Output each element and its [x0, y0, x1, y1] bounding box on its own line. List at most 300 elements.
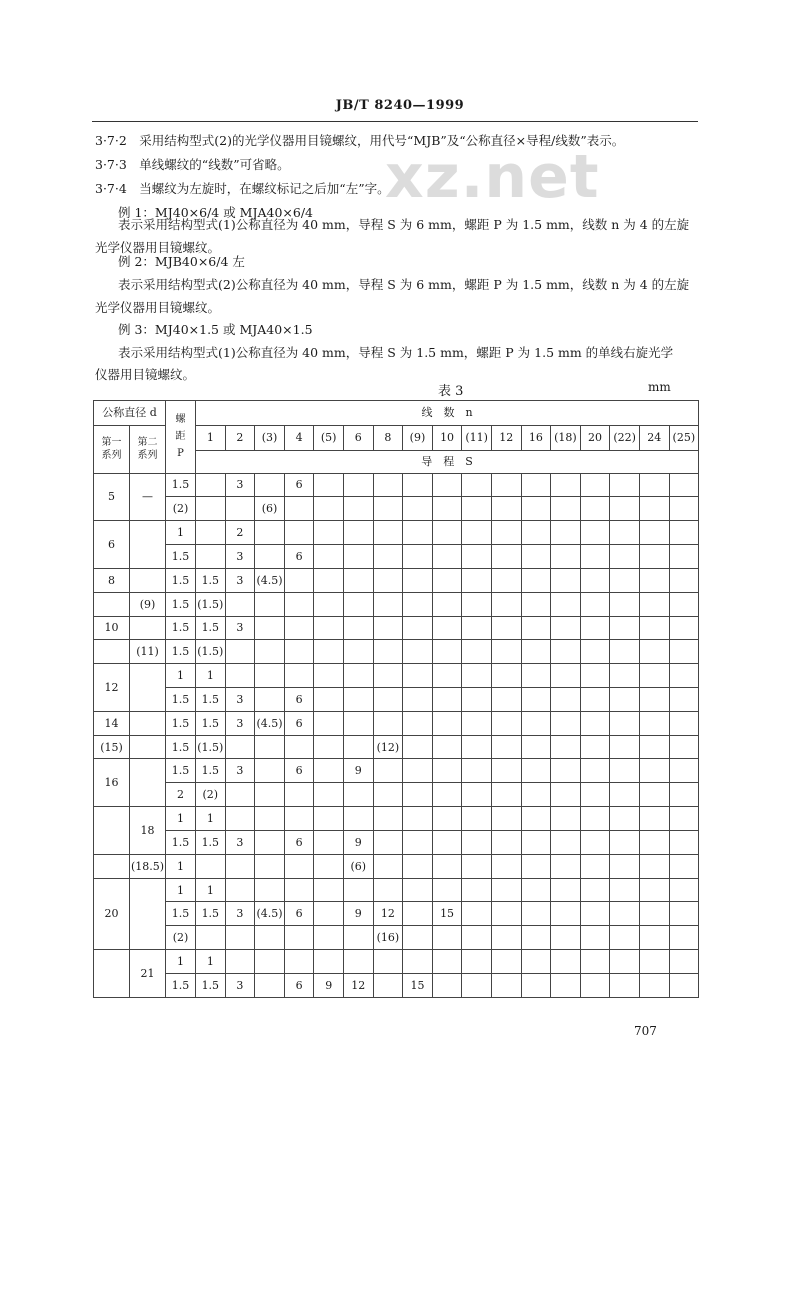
lead-cell	[314, 711, 344, 735]
lead-cell	[462, 473, 492, 497]
lead-cell	[403, 688, 433, 712]
lead-cell	[284, 735, 314, 759]
lead-cell	[462, 640, 492, 664]
lead-cell	[403, 473, 433, 497]
lead-cell	[521, 759, 551, 783]
lead-cell	[343, 616, 373, 640]
lead-cell	[610, 568, 640, 592]
lead-cell	[314, 592, 344, 616]
thread-count-cell: (3)	[255, 425, 285, 450]
lead-cell	[639, 973, 669, 997]
lead-cell	[462, 545, 492, 569]
lead-cell	[462, 878, 492, 902]
lead-cell: 9	[343, 902, 373, 926]
lead-cell	[373, 545, 403, 569]
lead-cell	[491, 878, 521, 902]
lead-cell	[432, 568, 462, 592]
lead-cell	[551, 497, 581, 521]
lead-cell	[373, 616, 403, 640]
lead-cell	[521, 545, 551, 569]
lead-cell	[551, 568, 581, 592]
pitch-cell: 1.5	[166, 688, 196, 712]
lead-cell	[255, 854, 285, 878]
lead-cell	[491, 759, 521, 783]
lead-cell	[580, 830, 610, 854]
lead-cell	[521, 497, 551, 521]
lead-cell	[551, 521, 581, 545]
lead-cell	[403, 521, 433, 545]
lead-cell	[196, 926, 226, 950]
lead-cell: 9	[343, 759, 373, 783]
lead-cell	[373, 807, 403, 831]
lead-cell: (6)	[255, 497, 285, 521]
lead-cell	[639, 878, 669, 902]
lead-cell: 12	[373, 902, 403, 926]
lead-cell	[403, 545, 433, 569]
lead-cell	[462, 568, 492, 592]
lead-cell	[610, 616, 640, 640]
lead-cell	[521, 711, 551, 735]
lead-cell	[255, 783, 285, 807]
lead-cell	[343, 640, 373, 664]
lead-cell	[255, 735, 285, 759]
lead-cell	[580, 545, 610, 569]
lead-cell	[255, 973, 285, 997]
lead-cell: 15	[403, 973, 433, 997]
lead-cell	[432, 759, 462, 783]
paragraph-line: 3·7·4 当螺纹为左旋时，在螺纹标记之后加“左”字。	[95, 181, 390, 196]
lead-cell	[314, 545, 344, 569]
lead-cell: 3	[225, 830, 255, 854]
lead-cell	[580, 616, 610, 640]
lead-cell	[314, 830, 344, 854]
lead-cell	[314, 497, 344, 521]
lead-cell	[521, 640, 551, 664]
lead-cell	[669, 950, 699, 974]
lead-cell	[225, 497, 255, 521]
pitch-cell: 1	[166, 807, 196, 831]
lead-cell	[343, 950, 373, 974]
lead-cell: 2	[225, 521, 255, 545]
lead-cell	[521, 616, 551, 640]
lead-cell: 6	[284, 830, 314, 854]
paragraph-line: 3·7·2 采用结构型式(2)的光学仪器用目镜螺纹，用代号“MJB”及“公称直径×导程/线数”表示。	[95, 133, 625, 148]
pitch-cell: 1.5	[166, 640, 196, 664]
table-row	[94, 545, 699, 569]
series-1-cell: (15)	[94, 735, 130, 759]
lead-cell	[403, 735, 433, 759]
lead-cell: 1.5	[196, 616, 226, 640]
lead-cell	[462, 735, 492, 759]
lead-cell	[551, 878, 581, 902]
lead-cell	[462, 664, 492, 688]
lead-cell	[462, 973, 492, 997]
lead-cell	[403, 711, 433, 735]
lead-cell	[610, 592, 640, 616]
series-1-cell: 8	[94, 568, 130, 592]
lead-cell	[373, 759, 403, 783]
lead-cell: 6	[284, 973, 314, 997]
page-number: 707	[634, 1024, 657, 1038]
pitch-cell: 2	[166, 783, 196, 807]
lead-cell	[639, 473, 669, 497]
watermark: xz.net	[385, 142, 600, 212]
lead-cell	[225, 735, 255, 759]
lead-cell	[255, 664, 285, 688]
lead-cell: 3	[225, 473, 255, 497]
lead-cell	[373, 783, 403, 807]
lead-cell: 6	[284, 759, 314, 783]
lead-cell	[639, 521, 669, 545]
lead-cell	[403, 830, 433, 854]
lead-cell	[580, 664, 610, 688]
thread-count-cell: 12	[491, 425, 521, 450]
lead-cell	[343, 735, 373, 759]
pitch-cell: (2)	[166, 926, 196, 950]
lead-cell: 1.5	[196, 759, 226, 783]
table-row	[94, 878, 699, 902]
lead-cell	[639, 759, 669, 783]
lead-cell	[432, 807, 462, 831]
lead-cell	[432, 950, 462, 974]
table-row	[94, 711, 699, 735]
lead-cell	[639, 854, 669, 878]
lead-cell	[373, 711, 403, 735]
thread-count-cell: 2	[225, 425, 255, 450]
lead-cell: (4.5)	[255, 711, 285, 735]
lead-cell	[403, 878, 433, 902]
lead-cell	[403, 926, 433, 950]
lead-cell	[196, 854, 226, 878]
lead-cell	[403, 950, 433, 974]
lead-cell	[432, 854, 462, 878]
lead-cell	[314, 902, 344, 926]
lead-cell	[255, 640, 285, 664]
thread-count-cell: 8	[373, 425, 403, 450]
lead-cell	[373, 473, 403, 497]
series-1-cell	[94, 592, 130, 616]
lead-cell	[491, 568, 521, 592]
lead-cell	[639, 735, 669, 759]
lead-cell	[491, 783, 521, 807]
lead-cell	[639, 902, 669, 926]
table-row	[94, 592, 699, 616]
lead-cell	[551, 973, 581, 997]
lead-cell	[669, 616, 699, 640]
series-2-cell: —	[130, 473, 166, 521]
series-2-cell	[130, 735, 166, 759]
lead-cell	[462, 592, 492, 616]
lead-cell	[610, 497, 640, 521]
series-2-cell	[130, 616, 166, 640]
lead-cell	[669, 878, 699, 902]
lead-cell: 1	[196, 807, 226, 831]
lead-cell	[580, 521, 610, 545]
lead-cell: 3	[225, 568, 255, 592]
lead-cell	[551, 664, 581, 688]
series-2-cell	[130, 568, 166, 592]
lead-cell	[462, 688, 492, 712]
lead-cell	[432, 664, 462, 688]
pitch-cell: 1	[166, 664, 196, 688]
lead-cell	[255, 545, 285, 569]
paragraph-line: 3·7·3 单线螺纹的“线数”可省略。	[95, 157, 290, 172]
lead-cell	[669, 640, 699, 664]
lead-cell	[639, 711, 669, 735]
lead-cell	[610, 830, 640, 854]
paragraph-line: 例 1：MJ40×6/4 或 MJA40×6/4	[118, 205, 314, 220]
lead-cell	[551, 735, 581, 759]
lead-cell	[343, 473, 373, 497]
lead-cell	[551, 711, 581, 735]
paragraph-line: 表示采用结构型式(1)公称直径为 40 mm，导程 S 为 6 mm，螺距 P 为 1.5 mm，线数 n 为 4 的左旋	[118, 217, 690, 232]
lead-cell: 3	[225, 688, 255, 712]
lead-cell	[491, 973, 521, 997]
lead-cell	[521, 688, 551, 712]
paragraph-line: 光学仪器用目镜螺纹。	[95, 240, 221, 255]
lead-cell: (16)	[373, 926, 403, 950]
lead-cell	[521, 592, 551, 616]
lead-cell	[669, 545, 699, 569]
lead-cell: 3	[225, 545, 255, 569]
lead-cell	[610, 545, 640, 569]
series-2-cell	[130, 878, 166, 949]
lead-cell	[255, 878, 285, 902]
lead-cell	[255, 950, 285, 974]
series-1-cell: 20	[94, 878, 130, 949]
lead-cell	[551, 759, 581, 783]
lead-cell	[580, 735, 610, 759]
lead-cell: 9	[343, 830, 373, 854]
lead-cell: (4.5)	[255, 902, 285, 926]
lead-cell	[284, 497, 314, 521]
lead-cell	[225, 664, 255, 688]
lead-cell	[314, 854, 344, 878]
lead-cell	[403, 592, 433, 616]
pitch-cell: 1.5	[166, 473, 196, 497]
thread-count-cell: (11)	[462, 425, 492, 450]
lead-cell	[639, 807, 669, 831]
paragraph-line: 光学仪器用目镜螺纹。	[95, 300, 221, 315]
lead-cell	[669, 926, 699, 950]
nominal-diameter-header: 公称直径 d	[94, 401, 166, 426]
lead-cell	[610, 664, 640, 688]
lead-cell	[580, 926, 610, 950]
table-row	[94, 688, 699, 712]
lead-cell	[669, 473, 699, 497]
lead-cell	[669, 711, 699, 735]
lead-cell	[343, 878, 373, 902]
lead-cell	[580, 902, 610, 926]
lead-cell	[669, 497, 699, 521]
lead-cell: 3	[225, 759, 255, 783]
table-row	[94, 902, 699, 926]
lead-cell	[610, 473, 640, 497]
lead-cell	[669, 807, 699, 831]
lead-cell	[196, 521, 226, 545]
lead-cell	[669, 854, 699, 878]
lead-cell	[432, 497, 462, 521]
lead-cell	[225, 926, 255, 950]
lead-cell	[314, 616, 344, 640]
series-2-cell: 18	[130, 807, 166, 855]
lead-cell	[462, 950, 492, 974]
lead-cell	[373, 878, 403, 902]
pitch-cell: 1.5	[166, 616, 196, 640]
lead-cell	[343, 592, 373, 616]
lead-cell	[225, 950, 255, 974]
lead-cell	[462, 783, 492, 807]
lead-cell	[491, 735, 521, 759]
lead-cell	[462, 854, 492, 878]
lead-cell	[610, 735, 640, 759]
lead-cell	[551, 783, 581, 807]
lead-cell	[284, 950, 314, 974]
lead-cell	[639, 783, 669, 807]
pitch-cell: 1	[166, 950, 196, 974]
lead-cell	[343, 711, 373, 735]
lead-cell	[580, 640, 610, 664]
series-1-cell: 5	[94, 473, 130, 521]
lead-cell: (12)	[373, 735, 403, 759]
table-row	[94, 854, 699, 878]
series-1-cell: 14	[94, 711, 130, 735]
lead-cell	[314, 473, 344, 497]
lead-cell: (4.5)	[255, 568, 285, 592]
lead-cell: (1.5)	[196, 640, 226, 664]
series-1-cell: 6	[94, 521, 130, 569]
lead-cell	[580, 568, 610, 592]
lead-cell	[491, 521, 521, 545]
series-2-cell: 21	[130, 950, 166, 998]
lead-cell	[255, 807, 285, 831]
lead-cell	[373, 521, 403, 545]
lead-cell	[551, 545, 581, 569]
table-row	[94, 807, 699, 831]
lead-cell	[551, 688, 581, 712]
thread-count-cell: 16	[521, 425, 551, 450]
lead-cell	[462, 497, 492, 521]
lead-cell	[669, 902, 699, 926]
lead-cell	[491, 640, 521, 664]
lead-cell	[639, 592, 669, 616]
lead-cell	[639, 688, 669, 712]
lead-cell	[462, 926, 492, 950]
lead-cell	[639, 950, 669, 974]
table-row	[94, 616, 699, 640]
lead-cell	[521, 926, 551, 950]
table-header-row	[94, 401, 699, 426]
lead-cell	[314, 759, 344, 783]
header-rule	[92, 121, 698, 122]
lead-cell	[639, 664, 669, 688]
lead-cell	[255, 759, 285, 783]
table-caption: 表 3	[438, 384, 464, 399]
lead-cell	[284, 854, 314, 878]
lead-cell	[521, 902, 551, 926]
lead-cell	[669, 688, 699, 712]
thread-count-cell: 10	[432, 425, 462, 450]
lead-cell	[521, 521, 551, 545]
lead-cell: 1	[196, 664, 226, 688]
lead-cell	[580, 473, 610, 497]
lead-cell	[491, 926, 521, 950]
lead-cell: 1.5	[196, 973, 226, 997]
lead-cell	[462, 807, 492, 831]
pitch-cell: 1.5	[166, 902, 196, 926]
pitch-cell: 1	[166, 521, 196, 545]
lead-cell	[225, 807, 255, 831]
table-row	[94, 473, 699, 497]
lead-cell	[284, 926, 314, 950]
lead-cell	[314, 783, 344, 807]
lead-cell	[403, 783, 433, 807]
lead-cell	[610, 783, 640, 807]
lead-cell	[255, 616, 285, 640]
table-row	[94, 664, 699, 688]
series-1-cell: 12	[94, 664, 130, 712]
thread-count-cell: (9)	[403, 425, 433, 450]
lead-cell: 6	[284, 711, 314, 735]
lead-cell	[639, 830, 669, 854]
lead-cell: 3	[225, 616, 255, 640]
pitch-cell: 1.5	[166, 735, 196, 759]
lead-cell	[551, 926, 581, 950]
lead-cell	[521, 783, 551, 807]
lead-cell	[314, 688, 344, 712]
lead-cell: 1.5	[196, 830, 226, 854]
lead-cell	[314, 926, 344, 950]
lead-cell	[403, 497, 433, 521]
lead-cell	[225, 783, 255, 807]
lead-cell	[432, 735, 462, 759]
lead-cell: 6	[284, 688, 314, 712]
lead-cell	[610, 521, 640, 545]
lead-cell	[373, 830, 403, 854]
lead-cell	[314, 521, 344, 545]
lead-cell	[255, 830, 285, 854]
lead-cell	[255, 473, 285, 497]
thread-count-cell: 20	[580, 425, 610, 450]
lead-cell	[432, 926, 462, 950]
lead-cell: 6	[284, 473, 314, 497]
lead-cell	[610, 973, 640, 997]
series-2-cell	[130, 759, 166, 807]
table-row	[94, 950, 699, 974]
lead-cell	[491, 616, 521, 640]
series-2-cell: (18.5)	[130, 854, 166, 878]
table-row	[94, 497, 699, 521]
lead-cell	[610, 902, 640, 926]
lead-cell	[432, 711, 462, 735]
lead-cell	[343, 568, 373, 592]
series-1-cell: 16	[94, 759, 130, 807]
lead-cell	[284, 807, 314, 831]
lead-cell	[610, 807, 640, 831]
lead-cell	[521, 473, 551, 497]
lead-cell	[225, 854, 255, 878]
lead-cell	[521, 878, 551, 902]
lead-cell	[432, 878, 462, 902]
lead-cell	[521, 735, 551, 759]
thread-count-cell: (22)	[610, 425, 640, 450]
lead-cell	[343, 926, 373, 950]
series-2-cell: (9)	[130, 592, 166, 616]
lead-cell	[462, 759, 492, 783]
lead-cell	[639, 640, 669, 664]
lead-cell: 3	[225, 973, 255, 997]
lead-cell	[432, 521, 462, 545]
